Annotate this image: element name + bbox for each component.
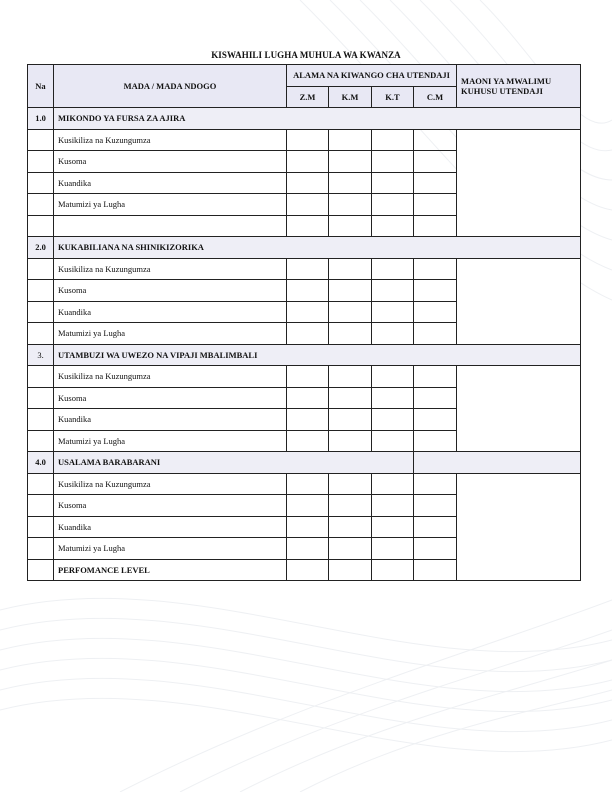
score-cell[interactable] — [329, 387, 372, 409]
score-cell[interactable] — [287, 280, 329, 302]
topic-item: Kusikiliza na Kuzungumza — [54, 366, 287, 388]
header-alama: ALAMA NA KIWANGO CHA UTENDAJI — [287, 65, 457, 87]
section-number: 4.0 — [28, 452, 54, 474]
topic-item: Kuandika — [54, 301, 287, 323]
header-mada: MADA / MADA NDOGO — [54, 65, 287, 108]
topic-item: Matumizi ya Lugha — [54, 538, 287, 560]
score-cell[interactable] — [329, 430, 372, 452]
score-cell[interactable] — [414, 194, 457, 216]
score-cell[interactable] — [372, 559, 414, 581]
score-cell[interactable] — [287, 387, 329, 409]
section-title: KUKABILIANA NA SHINIKIZORIKA — [54, 237, 581, 259]
score-cell[interactable] — [287, 323, 329, 345]
score-cell[interactable] — [329, 538, 372, 560]
section-number: 2.0 — [28, 237, 54, 259]
topic-item: Matumizi ya Lugha — [54, 430, 287, 452]
score-cell[interactable] — [414, 516, 457, 538]
topic-item: Kuandika — [54, 409, 287, 431]
header-na: Na — [28, 65, 54, 108]
score-cell[interactable] — [414, 172, 457, 194]
topic-item: Kuandika — [54, 172, 287, 194]
topic-item — [54, 215, 287, 237]
row-number-cell — [28, 366, 54, 388]
comment-cell[interactable] — [457, 258, 581, 344]
score-cell[interactable] — [329, 151, 372, 173]
score-cell[interactable] — [329, 409, 372, 431]
score-cell[interactable] — [287, 366, 329, 388]
score-cell[interactable] — [287, 129, 329, 151]
score-cell[interactable] — [372, 194, 414, 216]
score-cell[interactable] — [329, 172, 372, 194]
row-number-cell — [28, 194, 54, 216]
row-number-cell — [28, 215, 54, 237]
section-number: 3. — [28, 344, 54, 366]
score-cell[interactable] — [414, 473, 457, 495]
score-cell[interactable] — [414, 366, 457, 388]
page-title: KISWAHILI LUGHA MUHULA WA KWANZA — [211, 50, 401, 60]
row-number-cell — [28, 409, 54, 431]
score-cell[interactable] — [372, 280, 414, 302]
score-cell[interactable] — [372, 495, 414, 517]
score-cell[interactable] — [372, 258, 414, 280]
score-cell[interactable] — [329, 495, 372, 517]
score-cell[interactable] — [287, 301, 329, 323]
topic-item: Matumizi ya Lugha — [54, 323, 287, 345]
table-row — [28, 366, 581, 388]
topic-item: Kusikiliza na Kuzungumza — [54, 129, 287, 151]
row-number-cell — [28, 538, 54, 560]
topic-item: Kusoma — [54, 280, 287, 302]
header-maoni: MAONI YA MWALIMU KUHUSU UTENDAJI — [457, 65, 581, 108]
score-cell[interactable] — [329, 366, 372, 388]
score-cell[interactable] — [414, 280, 457, 302]
score-cell[interactable] — [372, 473, 414, 495]
score-cell[interactable] — [372, 516, 414, 538]
score-cell[interactable] — [329, 258, 372, 280]
score-cell[interactable] — [414, 301, 457, 323]
table-row — [28, 258, 581, 280]
row-number-cell — [28, 495, 54, 517]
header-level: K.M — [329, 86, 372, 108]
score-cell[interactable] — [287, 473, 329, 495]
score-cell[interactable] — [329, 280, 372, 302]
row-number-cell — [28, 301, 54, 323]
row-number-cell — [28, 172, 54, 194]
score-cell[interactable] — [414, 323, 457, 345]
score-cell[interactable] — [372, 387, 414, 409]
score-cell[interactable] — [372, 323, 414, 345]
section-row — [28, 237, 581, 259]
score-cell[interactable] — [414, 538, 457, 560]
score-cell[interactable] — [414, 495, 457, 517]
topic-item: Matumizi ya Lugha — [54, 194, 287, 216]
topic-item: Kusikiliza na Kuzungumza — [54, 258, 287, 280]
section-blank — [414, 452, 581, 474]
score-cell[interactable] — [287, 151, 329, 173]
score-cell[interactable] — [329, 473, 372, 495]
score-cell[interactable] — [329, 301, 372, 323]
score-cell[interactable] — [372, 409, 414, 431]
score-cell[interactable] — [414, 151, 457, 173]
score-cell[interactable] — [287, 172, 329, 194]
section-title: MIKONDO YA FURSA ZA AJIRA — [54, 108, 581, 130]
comment-cell[interactable] — [457, 366, 581, 452]
score-cell[interactable] — [287, 559, 329, 581]
score-cell[interactable] — [329, 215, 372, 237]
score-cell[interactable] — [287, 538, 329, 560]
row-number-cell — [28, 387, 54, 409]
score-cell[interactable] — [414, 409, 457, 431]
row-number-cell — [28, 323, 54, 345]
score-cell[interactable] — [329, 129, 372, 151]
section-number: 1.0 — [28, 108, 54, 130]
comment-cell[interactable] — [457, 473, 581, 581]
assessment-table — [27, 64, 581, 581]
section-title: UTAMBUZI WA UWEZO NA VIPAJI MBALIMBALI — [54, 344, 581, 366]
score-cell[interactable] — [372, 151, 414, 173]
score-cell[interactable] — [329, 559, 372, 581]
header-level: K.T — [372, 86, 414, 108]
score-cell[interactable] — [372, 129, 414, 151]
score-cell[interactable] — [372, 301, 414, 323]
score-cell[interactable] — [287, 430, 329, 452]
topic-item: Kusikiliza na Kuzungumza — [54, 473, 287, 495]
topic-item: Kusoma — [54, 151, 287, 173]
table-row — [28, 473, 581, 495]
row-number-cell — [28, 430, 54, 452]
row-number-cell — [28, 129, 54, 151]
score-cell[interactable] — [329, 516, 372, 538]
section-row — [28, 344, 581, 366]
score-cell[interactable] — [414, 258, 457, 280]
row-number-cell — [28, 280, 54, 302]
score-cell[interactable] — [329, 323, 372, 345]
comment-cell[interactable] — [457, 129, 581, 237]
score-cell[interactable] — [287, 516, 329, 538]
score-cell[interactable] — [287, 495, 329, 517]
score-cell[interactable] — [372, 172, 414, 194]
performance-level-label: PERFOMANCE LEVEL — [54, 559, 287, 581]
score-cell[interactable] — [414, 387, 457, 409]
table-row — [28, 129, 581, 151]
topic-item: Kuandika — [54, 516, 287, 538]
row-number-cell — [28, 473, 54, 495]
score-cell[interactable] — [287, 409, 329, 431]
header-level: C.M — [414, 86, 457, 108]
score-cell[interactable] — [287, 215, 329, 237]
row-number-cell — [28, 258, 54, 280]
section-row — [28, 452, 581, 474]
score-cell[interactable] — [372, 215, 414, 237]
topic-item: Kusoma — [54, 387, 287, 409]
header-level: Z.M — [287, 86, 329, 108]
topic-item: Kusoma — [54, 495, 287, 517]
score-cell[interactable] — [372, 366, 414, 388]
section-row — [28, 108, 581, 130]
row-number-cell — [28, 516, 54, 538]
score-cell[interactable] — [287, 258, 329, 280]
score-cell[interactable] — [372, 538, 414, 560]
score-cell[interactable] — [287, 194, 329, 216]
score-cell[interactable] — [414, 430, 457, 452]
score-cell[interactable] — [372, 430, 414, 452]
score-cell[interactable] — [329, 194, 372, 216]
score-cell[interactable] — [414, 215, 457, 237]
row-number-cell — [28, 151, 54, 173]
row-number-cell — [28, 559, 54, 581]
section-title: USALAMA BARABARANI — [54, 452, 414, 474]
score-cell[interactable] — [414, 559, 457, 581]
score-cell[interactable] — [414, 129, 457, 151]
